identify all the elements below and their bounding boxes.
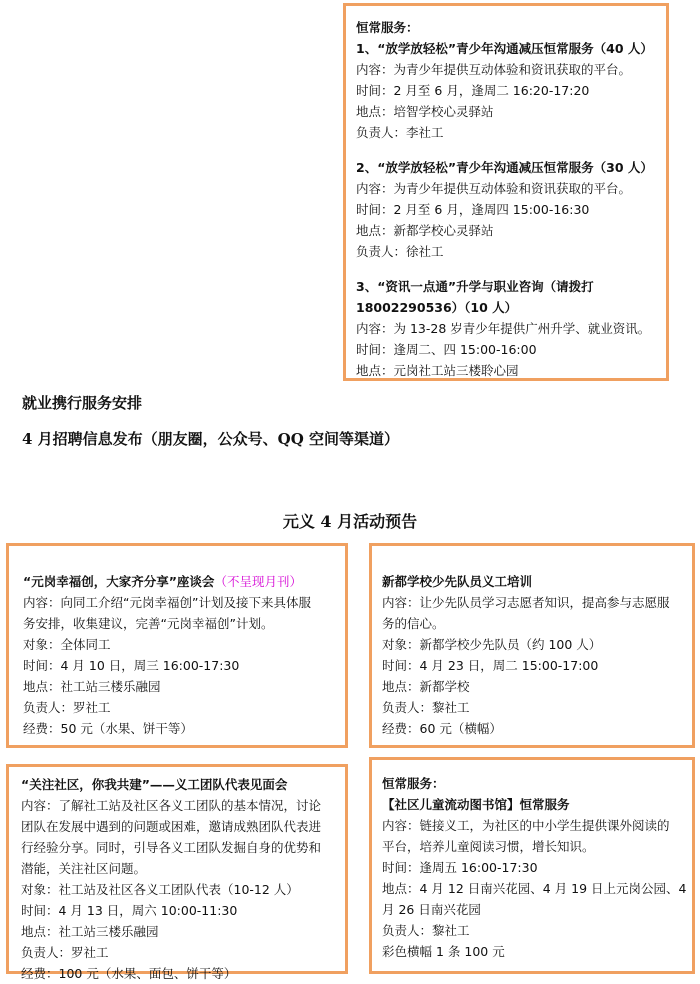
activity-person: 负责人：黎社工	[382, 923, 470, 938]
service-place: 地点：元岗社工站三楼聆心园	[356, 363, 519, 378]
service-item-3	[356, 276, 666, 381]
activity-place-cont: 月 26 日南兴花园	[382, 902, 481, 917]
service-title: 3、“资讯一点通”升学与职业咨询（请拨打	[356, 279, 594, 294]
box-header: 恒常服务：	[382, 776, 445, 791]
activity-place: 地点：社工站三楼乐融园	[23, 679, 161, 694]
service-content: 内容：为青少年提供互动体验和资讯获取的平台。	[356, 62, 632, 77]
activity-person: 负责人：罗社工	[21, 945, 109, 960]
activity-time: 时间：4 月 23 日，周二 15:00-17:00	[382, 658, 599, 673]
service-place: 地点：新都学校心灵驿站	[356, 223, 494, 238]
activity-content: 内容：了解社工站及社区各义工团队的基本情况，讨论	[21, 798, 322, 813]
service-person: 负责人：徐社工	[356, 244, 444, 259]
activity-fee: 彩色横幅 1 条 100 元	[382, 944, 505, 959]
activity-fee: 经费：100 元（水果、面包、饼干等）	[21, 966, 237, 981]
service-title: 2、“放学放轻松”青少年沟通减压恒常服务（30 人）	[356, 160, 653, 175]
activity-person: 负责人：黎社工	[382, 700, 470, 715]
activity-title: “关注社区，你我共建”——义工团队代表见面会	[21, 777, 288, 792]
activity-title-text: “元岗幸福创，大家齐分享”座谈会	[23, 574, 215, 589]
activity-content-cont: 平台，培养儿童阅读习惯，增长知识。	[382, 839, 595, 854]
employment-heading: 就业携行服务安排	[22, 394, 143, 412]
activity-target: 对象：社工站及社区各义工团队代表（10-12 人）	[21, 882, 299, 897]
service-place: 地点：培智学校心灵驿站	[356, 104, 494, 119]
activity-content-cont: 团队在发展中遇到的问题或困难，邀请成熟团队代表进	[21, 819, 322, 834]
service-time: 时间：逢周二、四 15:00-16:00	[356, 342, 537, 357]
activity-content: 内容：向同工介绍“元岗幸福创”计划及接下来具体服	[23, 595, 311, 610]
activity-title: 【社区儿童流动图书馆】恒常服务	[382, 797, 570, 812]
activity-time: 时间：4 月 10 日，周三 16:00-17:30	[23, 658, 240, 673]
activity-title: 新都学校少先队员义工培训	[382, 574, 533, 589]
activity-box-forum	[6, 543, 348, 748]
activity-note: （不呈现月刊）	[214, 574, 302, 589]
service-title-cont: 18002290536）（10 人）	[356, 300, 518, 315]
activity-place: 地点：社工站三楼乐融园	[21, 924, 159, 939]
service-item-2	[356, 157, 666, 262]
service-time: 时间：2 月至 6 月，逢周四 15:00-16:30	[356, 202, 590, 217]
activity-target: 对象：全体同工	[23, 637, 111, 652]
box-header: 恒常服务：	[356, 20, 419, 35]
service-content: 内容：为 13-28 岁青少年提供广州升学、就业资讯。	[356, 321, 651, 336]
regular-services-box	[343, 3, 669, 381]
activity-place: 地点：4 月 12 日南兴花园、4 月 19 日上元岗公园、4	[382, 881, 687, 896]
service-person: 负责人：李社工	[356, 125, 444, 140]
activity-content: 内容：让少先队员学习志愿者知识，提高参与志愿服	[382, 595, 670, 610]
employment-line: 4 月招聘信息发布（朋友圈，公众号、QQ 空间等渠道）	[22, 430, 400, 448]
activity-place: 地点：新都学校	[382, 679, 470, 694]
activity-box-training	[369, 543, 695, 748]
activity-fee: 经费：60 元（横幅）	[382, 721, 502, 736]
service-title: 1、“放学放轻松”青少年沟通减压恒常服务（40 人）	[356, 41, 653, 56]
activity-box-volunteer-meeting	[6, 764, 348, 981]
activity-content-cont: 行经验分享。同时，引导各义工团队发掘自身的优势和	[21, 840, 322, 855]
service-item-1	[356, 38, 666, 143]
activity-target: 对象：新都学校少先队员（约 100 人）	[382, 637, 602, 652]
activity-time: 时间：逢周五 16:00-17:30	[382, 860, 538, 875]
activity-content-cont: 务安排，收集建议，完善“元岗幸福创”计划。	[23, 616, 274, 631]
service-time: 时间：2 月至 6 月，逢周二 16:20-17:20	[356, 83, 590, 98]
activity-content-cont: 务的信心。	[382, 616, 445, 631]
activity-content-cont: 潜能，关注社区问题。	[21, 861, 147, 876]
activity-person: 负责人：罗社工	[23, 700, 111, 715]
activity-box-library	[369, 757, 695, 974]
activity-fee: 经费：50 元（水果、饼干等）	[23, 721, 193, 736]
service-content: 内容：为青少年提供互动体验和资讯获取的平台。	[356, 181, 632, 196]
activity-time: 时间：4 月 13 日，周六 10:00-11:30	[21, 903, 238, 918]
activity-content: 内容：链接义工，为社区的中小学生提供课外阅读的	[382, 818, 670, 833]
page-title: 元义 4 月活动预告	[282, 512, 418, 531]
activity-title	[23, 571, 345, 592]
